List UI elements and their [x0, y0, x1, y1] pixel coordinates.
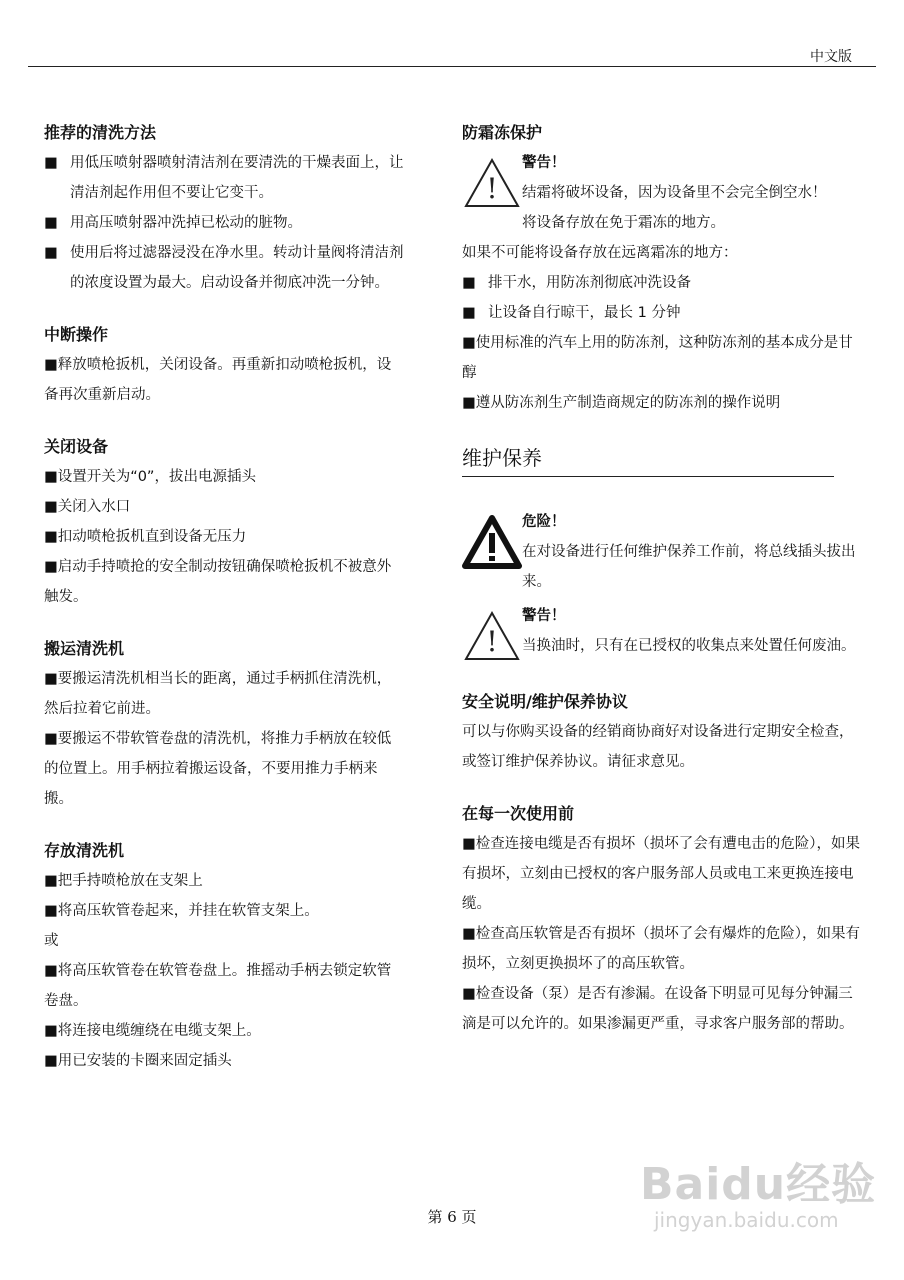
section-shutdown: [44, 432, 404, 612]
right-column: [462, 118, 862, 1061]
section-title: 推荐的清洗方法: [44, 123, 157, 142]
warning-text: 当换油时，只有在已授权的收集点来处置任何废油。: [522, 638, 856, 654]
warning-block: [462, 601, 862, 665]
danger-block: [462, 507, 862, 597]
section-title: 安全说明/维护保养协议: [462, 692, 628, 711]
section-storage: [44, 836, 404, 1076]
warning-triangle-icon: [462, 609, 522, 665]
section-recommended-cleaning: [44, 118, 404, 298]
paragraph: ■把手持喷枪放在支架上: [44, 873, 203, 889]
left-column: [44, 118, 404, 1098]
list-item: [462, 298, 862, 328]
list-item-text: 排干水，用防冻剂彻底冲洗设备: [488, 275, 691, 291]
paragraph: ■检查连接电缆是否有损坏（损坏了会有遭电击的危险），如果有损坏，立刻由已授权的客户服务部人员或电工来更换连接电缆。: [462, 836, 860, 912]
section-title: 存放清洗机: [44, 841, 125, 860]
header-divider: [28, 66, 876, 67]
section-title: 中断操作: [44, 325, 109, 344]
warning-triangle-icon: [462, 156, 522, 212]
watermark-url: jingyan.baidu.com: [654, 1208, 839, 1232]
section-safety-agreement: [462, 687, 862, 777]
list-item-text: 用高压喷射器冲洗掉已松动的脏物。: [70, 215, 302, 231]
list-item: [462, 268, 862, 298]
paragraph: ■遵从防冻剂生产制造商规定的防冻剂的操作说明: [462, 395, 781, 411]
section-maintenance: [462, 507, 862, 665]
section-frost-protection: [462, 118, 862, 418]
danger-label: 危险！: [522, 514, 566, 530]
paragraph: ■要搬运清洗机相当长的距离，通过手柄抓住清洗机，然后拉着它前进。: [44, 671, 392, 717]
bullet-square-icon: ■: [462, 275, 476, 291]
paragraph: ■使用标准的汽车上用的防冻剂，这种防冻剂的基本成分是甘醇: [462, 335, 853, 381]
section-title: 关闭设备: [44, 437, 109, 456]
list-item-text: 用低压喷射器喷射清洁剂在要清洗的干燥表面上，让清洁剂起作用但不要让它变干。: [70, 155, 404, 201]
section-title: 在每一次使用前: [462, 804, 575, 823]
warning-body: [522, 148, 862, 238]
warning-label: 警告！: [522, 608, 566, 624]
paragraph: ■用已安装的卡圈来固定插头: [44, 1053, 232, 1069]
section-transport: [44, 634, 404, 814]
list-item: [44, 238, 404, 298]
bullet-square-icon: ■: [44, 245, 58, 261]
section-before-use: [462, 799, 862, 1039]
danger-text: 在对设备进行任何维护保养工作前，将总线插头拔出来。: [522, 544, 856, 590]
paragraph: ■检查设备（泵）是否有渗漏。在设备下明显可见每分钟漏三滴是可以允许的。如果渗漏更严重，寻求客户服务部的帮助。: [462, 986, 854, 1032]
list-item-text: 使用后将过滤器浸没在净水里。转动计量阀将清洁剂的浓度设置为最大。启动设备并彻底冲洗一分钟。: [70, 245, 404, 291]
paragraph: ■关闭入水口: [44, 499, 131, 515]
paragraph: ■释放喷枪扳机，关闭设备。再重新扣动喷枪扳机，设备再次重新启动。: [44, 357, 392, 403]
watermark-brand: Baidu经验: [640, 1159, 877, 1210]
section-title: 防霜冻保护: [462, 123, 543, 142]
paragraph: ■启动手持喷抢的安全制动按钮确保喷枪扳机不被意外触发。: [44, 559, 392, 605]
danger-body: [522, 507, 862, 597]
warning-block: [462, 148, 862, 238]
paragraph: ■将高压软管卷在软管卷盘上。推摇动手柄去锁定软管卷盘。: [44, 963, 392, 1009]
watermark-logo: [640, 1148, 880, 1248]
warning-text: 将设备存放在免于霜冻的地方。: [522, 215, 725, 231]
list-item-text: 让设备自行晾干，最长 1 分钟: [488, 305, 681, 321]
paragraph: ■设置开关为“0”，拔出电源插头: [44, 469, 256, 485]
paragraph: ■将高压软管卷起来，并挂在软管支架上。: [44, 903, 319, 919]
paragraph: ■扣动喷枪扳机直到设备无压力: [44, 529, 247, 545]
paragraph: ■将连接电缆缠绕在电缆支架上。: [44, 1023, 261, 1039]
list-item: [44, 148, 404, 208]
section-interrupt: [44, 320, 404, 410]
header-label: 中文版: [810, 49, 852, 65]
svg-text:!: !: [486, 172, 498, 205]
warning-text: 结霜将破坏设备，因为设备里不会完全倒空水！: [522, 185, 827, 201]
page-number: 第 6 页: [427, 1208, 477, 1226]
warning-body: [522, 601, 862, 661]
paragraph: 或: [44, 933, 59, 949]
paragraph: ■检查高压软管是否有损坏（损坏了会有爆炸的危险），如果有损坏，立刻更换损坏了的高压软管。: [462, 926, 860, 972]
bullet-square-icon: ■: [462, 305, 476, 321]
warning-label: 警告！: [522, 155, 566, 171]
section-title: 搬运清洗机: [44, 639, 125, 658]
paragraph: 如果不可能将设备存放在远离霜冻的地方：: [462, 245, 738, 261]
paragraph: ■要搬运不带软管卷盘的清洗机，将推力手柄放在较低的位置上。用手柄拉着搬运设备，不要用推力手柄来搬。: [44, 731, 392, 807]
list-item: [44, 208, 404, 238]
svg-text:!: !: [486, 625, 498, 658]
bullet-square-icon: ■: [44, 155, 58, 171]
maintenance-heading: 维护保养: [462, 440, 834, 477]
paragraph: 可以与你购买设备的经销商协商好对设备进行定期安全检查，或签订维护保养协议。请征求意见。: [462, 724, 854, 770]
bullet-square-icon: ■: [44, 215, 58, 231]
